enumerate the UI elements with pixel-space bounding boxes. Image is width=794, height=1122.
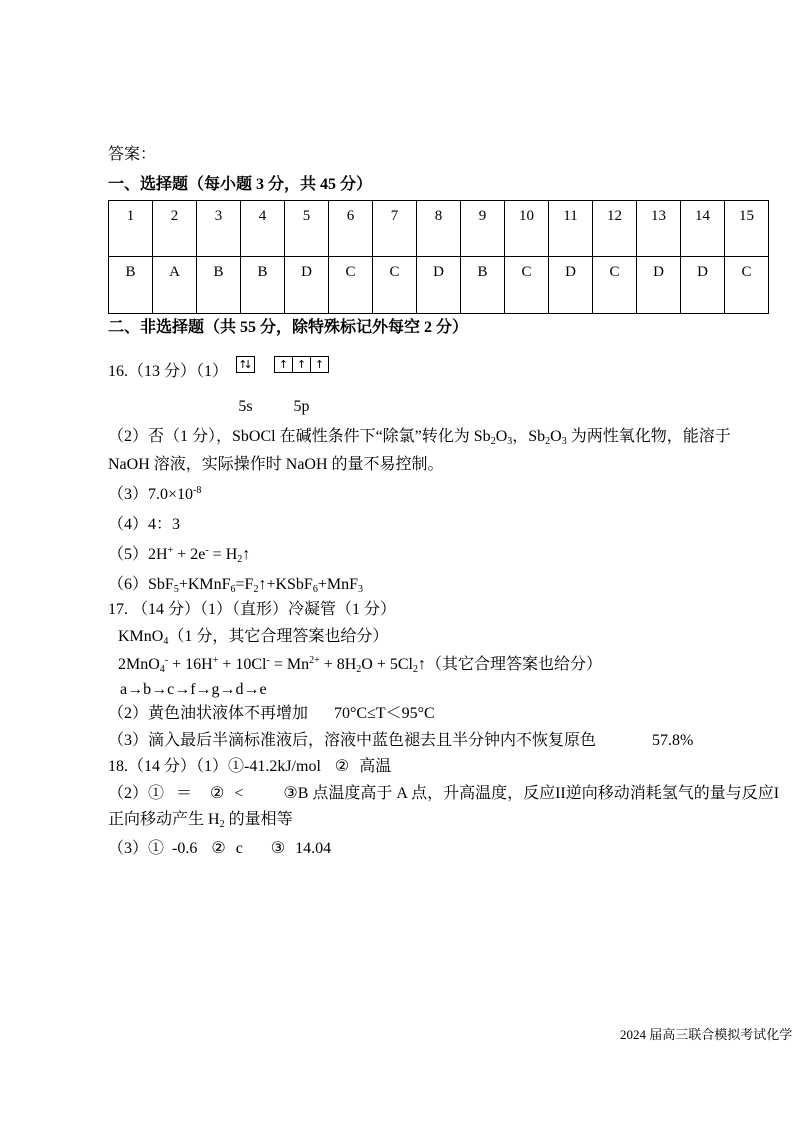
text-run: （2）否（1 分），SbOCl 在碱性条件下“除氯”转化为 Sb bbox=[108, 428, 491, 445]
q16-part6 bbox=[108, 574, 363, 596]
text-run: + 10Cl bbox=[218, 656, 267, 673]
text-run: （3）7.0×10 bbox=[108, 486, 194, 503]
up-arrow-icon: ↑ bbox=[275, 357, 293, 372]
question-number-cell: 9 bbox=[461, 201, 505, 257]
answer-cell: A bbox=[153, 257, 197, 314]
answer-cell: D bbox=[285, 257, 329, 314]
q18-part1-b: ② bbox=[334, 758, 350, 775]
q16-intro-line bbox=[108, 356, 329, 418]
text-run: =F bbox=[235, 576, 254, 593]
answer-cell: B bbox=[241, 257, 285, 314]
question-number-cell: 10 bbox=[505, 201, 549, 257]
subscript: 2 bbox=[237, 554, 243, 565]
q18-part3-e: ③ bbox=[270, 840, 286, 857]
answer-cell: D bbox=[681, 257, 725, 314]
q18-part1-a: 18.（14 分）（1）①-41.2kJ/mol bbox=[108, 758, 321, 775]
q16-part3 bbox=[108, 484, 201, 506]
text-run: = Mn bbox=[269, 656, 310, 673]
superscript: - bbox=[164, 655, 169, 666]
question-number-cell: 3 bbox=[197, 201, 241, 257]
text-run: 的量相等 bbox=[224, 811, 293, 828]
question-number-row bbox=[109, 201, 769, 257]
superscript: + bbox=[212, 655, 219, 666]
q18-part1 bbox=[108, 756, 391, 778]
text-run: = H bbox=[208, 546, 238, 563]
answer-cell: C bbox=[725, 257, 769, 314]
question-number-cell: 14 bbox=[681, 201, 725, 257]
q16-part2-line2: NaOH 溶液，实际操作时 NaOH 的量不易控制。 bbox=[108, 456, 444, 473]
subscript: 2 bbox=[253, 584, 259, 595]
answer-cell: C bbox=[373, 257, 417, 314]
up-arrow-icon: ↑ bbox=[293, 357, 311, 372]
text-run: +KMnF bbox=[178, 576, 231, 593]
text-run: + 2e bbox=[173, 546, 206, 563]
superscript: - bbox=[205, 545, 209, 556]
question-number-cell: 11 bbox=[549, 201, 593, 257]
subscript: 3 bbox=[561, 436, 567, 447]
q16-part5 bbox=[108, 544, 250, 566]
superscript: -8 bbox=[193, 485, 202, 496]
q17-part2-text: （2）黄色油状液体不再增加 bbox=[108, 705, 309, 722]
answer-row bbox=[109, 257, 769, 314]
orbital-5s-box bbox=[236, 356, 255, 373]
text-run: 2MnO bbox=[118, 656, 160, 673]
answer-label: 答案： bbox=[108, 146, 157, 163]
question-number-cell: 1 bbox=[109, 201, 153, 257]
q16-part4: （4）4：3 bbox=[108, 516, 181, 533]
q17-result: 57.8% bbox=[652, 732, 694, 749]
subscript: 6 bbox=[230, 584, 236, 595]
q18-part2-c: ② bbox=[210, 785, 225, 802]
question-number-cell: 12 bbox=[593, 201, 637, 257]
superscript: 2+ bbox=[309, 655, 320, 666]
text-run: O bbox=[495, 428, 508, 445]
text-run: O bbox=[550, 428, 562, 445]
subscript: 2 bbox=[545, 436, 551, 447]
orbital-5p-boxes bbox=[274, 356, 329, 373]
text-run: + 8H bbox=[319, 656, 357, 673]
text-run: O + 5Cl bbox=[361, 656, 413, 673]
subscript: 2 bbox=[490, 436, 496, 447]
question-number-cell: 4 bbox=[241, 201, 285, 257]
q16-intro: 16.（13 分）（1） bbox=[108, 363, 229, 380]
text-run: ↑+KSbF bbox=[258, 576, 313, 593]
subscript: 5 bbox=[173, 584, 179, 595]
answer-cell: C bbox=[593, 257, 637, 314]
orbital-5p bbox=[274, 356, 329, 418]
answer-cell: C bbox=[329, 257, 373, 314]
subscript: 2 bbox=[413, 664, 418, 675]
q17-equation bbox=[118, 654, 602, 676]
text-run: （1 分，其它合理答案也给分） bbox=[168, 628, 389, 645]
q18-part2-b: ＝ bbox=[176, 785, 193, 802]
q17-line1: 17. （14 分）（1）（直形）冷凝管（1 分） bbox=[108, 601, 397, 618]
q18-part3-a: （3）① bbox=[108, 840, 165, 857]
answer-cell: C bbox=[505, 257, 549, 314]
q18-part2 bbox=[108, 783, 779, 805]
q18-part3-b: -0.6 bbox=[172, 840, 198, 857]
text-run: +MnF bbox=[317, 576, 358, 593]
question-number-cell: 5 bbox=[285, 201, 329, 257]
text-run: KMnO bbox=[118, 628, 164, 645]
superscript: + bbox=[167, 545, 174, 556]
q17-temperature-range: 70°C≤T＜95°C bbox=[334, 705, 435, 722]
orbital-5s-label: 5s bbox=[238, 398, 253, 415]
text-run: ，Sb bbox=[512, 428, 546, 445]
q16-part2-line1 bbox=[108, 426, 731, 448]
q17-reagent bbox=[118, 626, 388, 648]
superscript: - bbox=[266, 655, 270, 666]
q18-part3-f: 14.04 bbox=[295, 840, 332, 857]
text-run: + 16H bbox=[168, 656, 213, 673]
subscript: 3 bbox=[507, 436, 513, 447]
paired-electron-arrows-icon: ↑↓ bbox=[238, 358, 249, 371]
q18-part2-continuation bbox=[108, 809, 293, 831]
answer-cell: D bbox=[549, 257, 593, 314]
answer-cell: B bbox=[197, 257, 241, 314]
subscript: 4 bbox=[159, 664, 165, 675]
text-run: ↑ bbox=[242, 546, 251, 563]
subscript: 4 bbox=[163, 636, 169, 647]
question-number-cell: 7 bbox=[373, 201, 417, 257]
q17-part3-text: （3）滴入最后半滴标准液后，溶液中蓝色褪去且半分钟内不恢复原色 bbox=[108, 732, 597, 749]
text-run: ↑（其它合理答案也给分） bbox=[418, 656, 603, 673]
answer-cell: D bbox=[417, 257, 461, 314]
q17-sequence: a→b→c→f→g→d→e bbox=[120, 681, 267, 698]
q18-part1-c: 高温 bbox=[359, 758, 392, 775]
question-number-cell: 6 bbox=[329, 201, 373, 257]
subscript: 2 bbox=[356, 664, 362, 675]
section2-title: 二、非选择题（共 55 分，除特殊标记外每空 2 分） bbox=[108, 319, 469, 336]
text-run: 为两性氧化物，能溶于 bbox=[566, 428, 731, 445]
question-number-cell: 15 bbox=[725, 201, 769, 257]
subscript: 2 bbox=[219, 819, 225, 830]
text-run: 正向移动产生 H bbox=[108, 811, 220, 828]
q18-part3-c: ② bbox=[211, 840, 226, 857]
answer-cell: B bbox=[461, 257, 505, 314]
subscript: 6 bbox=[312, 584, 318, 595]
q18-part3 bbox=[108, 838, 331, 860]
q18-part3-d: c bbox=[235, 840, 243, 857]
q17-part3 bbox=[108, 730, 693, 752]
answer-cell: D bbox=[637, 257, 681, 314]
question-number-cell: 8 bbox=[417, 201, 461, 257]
q17-part2 bbox=[108, 703, 435, 725]
q18-part2-d: < bbox=[234, 785, 244, 802]
q18-part2-a: （2）① bbox=[108, 785, 165, 802]
text-run: （6）SbF bbox=[108, 576, 174, 593]
subscript: 3 bbox=[357, 584, 363, 595]
multiple-choice-answer-table bbox=[108, 200, 769, 314]
question-number-cell: 2 bbox=[153, 201, 197, 257]
up-arrow-icon: ↑ bbox=[314, 358, 325, 371]
text-run: （5）2H bbox=[108, 546, 168, 563]
orbital-5p-label: 5p bbox=[293, 398, 310, 415]
orbital-5s bbox=[236, 356, 255, 418]
q18-part2-e: ③B 点温度高于 A 点，升高温度，反应II逆向移动消耗氢气的量与反应I bbox=[283, 785, 780, 802]
answer-cell: B bbox=[109, 257, 153, 314]
question-number-cell: 13 bbox=[637, 201, 681, 257]
section1-title: 一、选择题（每小题 3 分，共 45 分） bbox=[108, 176, 373, 193]
page-footer: 2024 届高三联合模拟考试化学 bbox=[620, 1027, 793, 1042]
